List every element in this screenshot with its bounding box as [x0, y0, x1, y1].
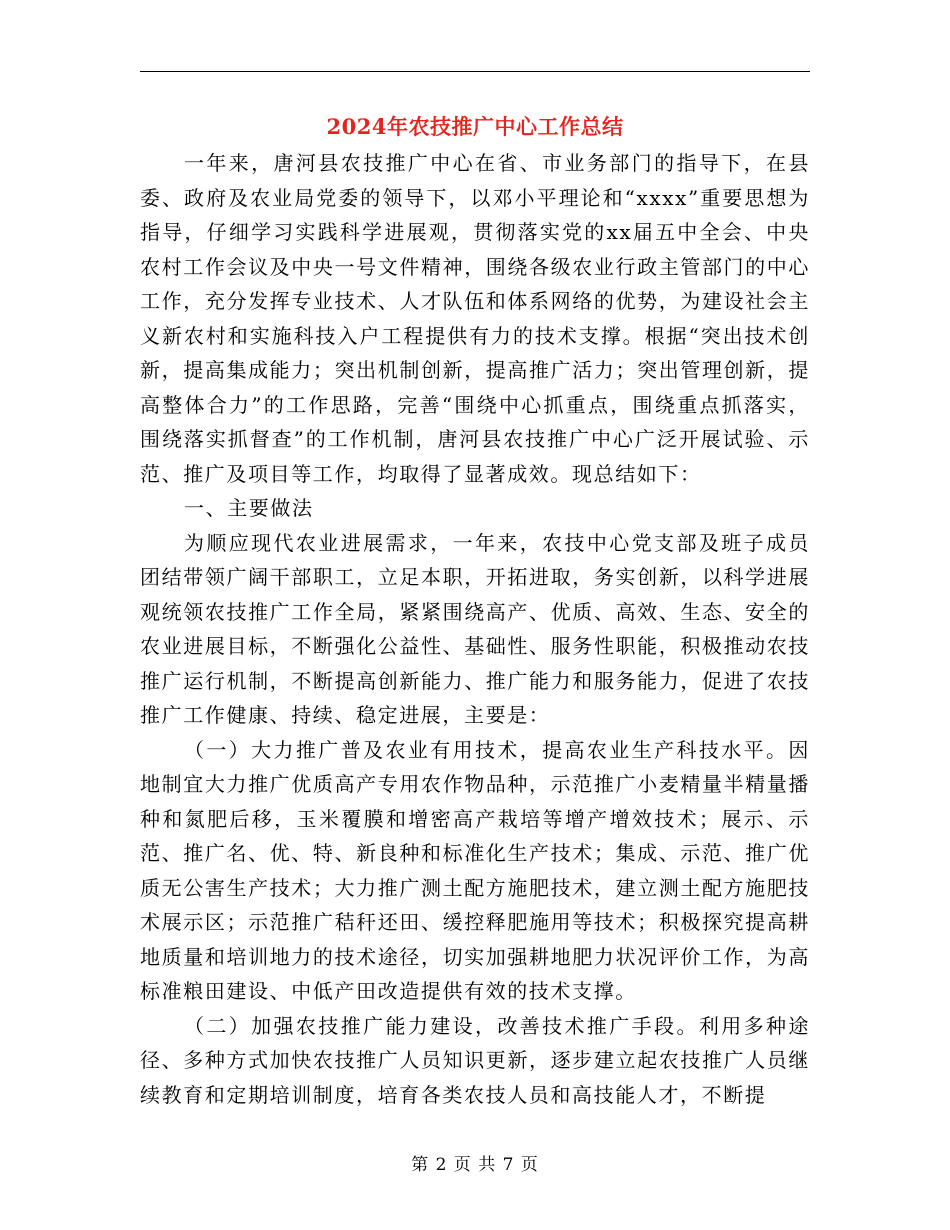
paragraph-item-1: （一）大力推广普及农业有用技术，提高农业生产科技水平。因地制宜大力推广优质高产专用农作物品种，示范推广小麦精量半精量播种和氮肥后移，玉米覆膜和增密高产栽培等增产增效技术；展示、示范、推广名、优、特、新良种和标准化生产技术；集成、示范、推广优质无公害生产技术；大力推广测土配方施肥技术，建立测土配方施肥技术展示区；示范推广秸秆还田、缓控释肥施用等技术；积极探究提高耕地质量和培训地力的技术途径，切实加强耕地肥力状况评价工作，为高标准粮田建设、中低产田改造提供有效的技术支撑。: [140, 737, 810, 1003]
paragraph-item-2: （二）加强农技推广能力建设，改善技术推广手段。利用多种途径、多种方式加快农技推广人员知识更新，逐步建立起农技推广人员继续教育和定期培训制度，培育各类农技人员和高技能人才，不断提: [140, 1013, 810, 1107]
header-rule: [140, 71, 810, 72]
document-title: 2024年农技推广中心工作总结: [326, 114, 624, 139]
page-number-footer: 第 2 页 共 7 页: [411, 1155, 539, 1175]
document-body: [140, 146, 810, 1112]
paragraph-intro: 一年来，唐河县农技推广中心在省、市业务部门的指导下，在县委、政府及农业局党委的领导下，以邓小平理论和“xxxx”重要思想为指导，仔细学习实践科学进展观，贯彻落实党的xx届五中全会、中央农村工作会议及中央一号文件精神，围绕各级农业行政主管部门的中心工作，充分发挥专业技术、人才队伍和体系网络的优势，为建设社会主义新农村和实施科技入户工程提供有力的技术支撑。根据“突出技术创新，提高集成能力；突出机制创新，提高推广活力；突出管理创新，提高整体合力”的工作思路，完善“围绕中心抓重点，围绕重点抓落实，围绕落实抓督查”的工作机制，唐河县农技推广中心广泛开展试验、示范、推广及项目等工作，均取得了显著成效。现总结如下：: [140, 151, 810, 486]
section-heading-main-practices: 一、主要做法: [184, 496, 314, 520]
paragraph-main-practices: 为顺应现代农业进展需求，一年来，农技中心党支部及班子成员团结带领广阔干部职工，立足本职，开拓进取，务实创新，以科学进展观统领农技推广工作全局，紧紧围绕高产、优质、高效、生态、安全的农业进展目标，不断强化公益性、基础性、服务性职能，积极推动农技推广运行机制，不断提高创新能力、推广能力和服务能力，促进了农技推广工作健康、持续、稳定进展，主要是：: [140, 530, 810, 727]
